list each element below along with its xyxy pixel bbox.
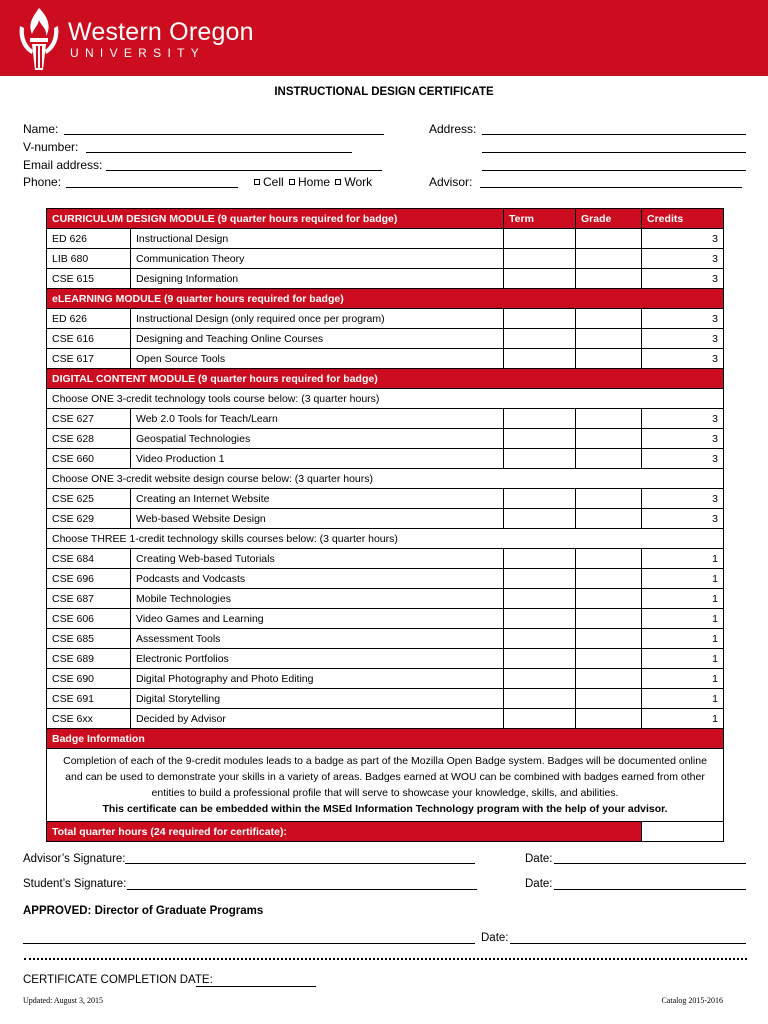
course-name: Designing and Teaching Online Courses xyxy=(131,329,504,349)
course-code: CSE 685 xyxy=(47,629,131,649)
vnumber-line[interactable] xyxy=(86,152,352,153)
term-cell[interactable] xyxy=(504,489,576,509)
university-name: Western Oregon xyxy=(68,18,254,46)
grade-cell[interactable] xyxy=(576,549,642,569)
course-name: Creating an Internet Website xyxy=(131,489,504,509)
updated-date: Updated: August 3, 2015 xyxy=(23,996,103,1005)
advisor-signature-label: Advisor’s Signature: xyxy=(23,853,126,865)
digital-module-header xyxy=(47,369,724,389)
course-code: LIB 680 xyxy=(47,249,131,269)
home-checkbox[interactable] xyxy=(289,179,295,185)
vnumber-label: V-number: xyxy=(23,140,79,154)
grade-cell[interactable] xyxy=(576,709,642,729)
name-line[interactable] xyxy=(64,134,384,135)
catalog-year: Catalog 2015-2016 xyxy=(661,996,723,1005)
name-label: Name: xyxy=(23,122,59,136)
credits-cell: 1 xyxy=(642,629,724,649)
course-name: Video Games and Learning xyxy=(131,609,504,629)
course-code: CSE 689 xyxy=(47,649,131,669)
address-line-2[interactable] xyxy=(482,152,746,153)
document-title: INSTRUCTIONAL DESIGN CERTIFICATE xyxy=(274,86,494,98)
course-code: CSE 690 xyxy=(47,669,131,689)
table-row xyxy=(47,409,724,429)
group-note: Choose ONE 3-credit technology tools course below: (3 quarter hours) xyxy=(47,389,724,409)
group-note: Choose THREE 1-credit technology skills courses below: (3 quarter hours) xyxy=(47,529,724,549)
credits-cell: 1 xyxy=(642,609,724,629)
torch-logo-icon xyxy=(14,6,64,74)
table-row xyxy=(47,349,724,369)
term-cell[interactable] xyxy=(504,449,576,469)
term-cell[interactable] xyxy=(504,309,576,329)
term-cell[interactable] xyxy=(504,269,576,289)
term-cell[interactable] xyxy=(504,549,576,569)
badge-info-text: Completion of each of the 9-credit modules leads to a badge as part of the Mozilla Open Badge system. Badges will be documented online and can be used to demonstrate your skills in a variety of areas. Badges earned at WOU can be combined with badges earned from other entities to build a professional profile that will serve to showcase your knowledge, skills, and abilities. xyxy=(63,755,707,799)
term-cell[interactable] xyxy=(504,689,576,709)
student-signature-line[interactable] xyxy=(127,889,477,890)
course-name: Instructional Design xyxy=(131,229,504,249)
grade-cell[interactable] xyxy=(576,669,642,689)
credits-cell: 1 xyxy=(642,589,724,609)
course-code: CSE 628 xyxy=(47,429,131,449)
course-name: Designing Information xyxy=(131,269,504,289)
completion-date-label: CERTIFICATE COMPLETION DATE: xyxy=(23,974,213,986)
director-date-label: Date: xyxy=(481,932,509,944)
term-cell[interactable] xyxy=(504,589,576,609)
work-checkbox[interactable] xyxy=(335,179,341,185)
course-name: Video Production 1 xyxy=(131,449,504,469)
module-title: eLEARNING MODULE (9 quarter hours required for badge) xyxy=(47,289,724,309)
credits-cell: 3 xyxy=(642,249,724,269)
badge-info-bold-text: This certificate can be embedded within the MSEd Information Technology program with the help of your advisor. xyxy=(102,803,668,815)
credits-cell: 1 xyxy=(642,649,724,669)
elearning-module-header xyxy=(47,289,724,309)
university-header xyxy=(0,0,768,76)
badge-info-cell xyxy=(47,749,724,822)
table-row xyxy=(47,629,724,649)
grade-column-header: Grade xyxy=(576,209,642,229)
email-line[interactable] xyxy=(106,170,382,171)
table-row xyxy=(47,669,724,689)
address-line-3[interactable] xyxy=(482,170,746,171)
student-date-line[interactable] xyxy=(554,889,746,890)
course-name: Podcasts and Vodcasts xyxy=(131,569,504,589)
term-column-header: Term xyxy=(504,209,576,229)
course-name: Assessment Tools xyxy=(131,629,504,649)
dotted-divider xyxy=(24,958,747,960)
grade-cell[interactable] xyxy=(576,489,642,509)
term-cell[interactable] xyxy=(504,669,576,689)
grade-cell[interactable] xyxy=(576,329,642,349)
credits-cell: 3 xyxy=(642,349,724,369)
grade-cell[interactable] xyxy=(576,609,642,629)
student-signature-label: Student’s Signature: xyxy=(23,878,127,890)
credits-cell: 3 xyxy=(642,269,724,289)
credits-cell: 3 xyxy=(642,229,724,249)
advisor-label: Advisor: xyxy=(429,175,473,189)
grade-cell[interactable] xyxy=(576,409,642,429)
course-code: CSE 625 xyxy=(47,489,131,509)
grade-cell[interactable] xyxy=(576,229,642,249)
table-row xyxy=(47,589,724,609)
term-cell[interactable] xyxy=(504,649,576,669)
grade-cell[interactable] xyxy=(576,449,642,469)
total-credits-cell[interactable] xyxy=(642,822,724,842)
table-row xyxy=(47,509,724,529)
table-row xyxy=(47,489,724,509)
course-code: CSE 684 xyxy=(47,549,131,569)
group-note-row xyxy=(47,389,724,409)
course-code: CSE 696 xyxy=(47,569,131,589)
credits-cell: 3 xyxy=(642,509,724,529)
table-row xyxy=(47,249,724,269)
group-note-row xyxy=(47,529,724,549)
credits-cell: 1 xyxy=(642,569,724,589)
group-note-row xyxy=(47,469,724,489)
course-code: CSE 687 xyxy=(47,589,131,609)
grade-cell[interactable] xyxy=(576,509,642,529)
course-name: Web 2.0 Tools for Teach/Learn xyxy=(131,409,504,429)
credits-cell: 1 xyxy=(642,549,724,569)
grade-cell[interactable] xyxy=(576,569,642,589)
course-name: Instructional Design (only required once per program) xyxy=(131,309,504,329)
grade-cell[interactable] xyxy=(576,689,642,709)
course-name: Communication Theory xyxy=(131,249,504,269)
phone-line[interactable] xyxy=(66,187,238,188)
course-code: CSE 615 xyxy=(47,269,131,289)
table-row xyxy=(47,229,724,249)
grade-cell[interactable] xyxy=(576,649,642,669)
course-name: Digital Storytelling xyxy=(131,689,504,709)
term-cell[interactable] xyxy=(504,429,576,449)
term-cell[interactable] xyxy=(504,509,576,529)
grade-cell[interactable] xyxy=(576,249,642,269)
course-code: CSE 660 xyxy=(47,449,131,469)
term-cell[interactable] xyxy=(504,409,576,429)
address-line-1[interactable] xyxy=(482,134,746,135)
table-row xyxy=(47,269,724,289)
email-label: Email address: xyxy=(23,158,103,172)
total-row xyxy=(47,822,724,842)
curriculum-module-header xyxy=(47,209,724,229)
table-row xyxy=(47,449,724,469)
term-cell[interactable] xyxy=(504,569,576,589)
table-row xyxy=(47,309,724,329)
university-subtitle: UNIVERSITY xyxy=(70,46,206,60)
table-row xyxy=(47,429,724,449)
module-title: DIGITAL CONTENT MODULE (9 quarter hours required for badge) xyxy=(47,369,724,389)
approved-label: APPROVED: Director of Graduate Programs xyxy=(23,905,264,917)
total-label: Total quarter hours (24 required for certificate): xyxy=(47,822,642,842)
course-code: CSE 617 xyxy=(47,349,131,369)
term-cell[interactable] xyxy=(504,609,576,629)
credits-column-header: Credits xyxy=(642,209,724,229)
term-cell[interactable] xyxy=(504,229,576,249)
term-cell[interactable] xyxy=(504,629,576,649)
cell-checkbox[interactable] xyxy=(254,179,260,185)
grade-cell[interactable] xyxy=(576,349,642,369)
badge-info-title: Badge Information xyxy=(47,729,724,749)
credits-cell: 3 xyxy=(642,429,724,449)
group-note: Choose ONE 3-credit website design course below: (3 quarter hours) xyxy=(47,469,724,489)
advisor-signature-line[interactable] xyxy=(125,863,475,864)
grade-cell[interactable] xyxy=(576,269,642,289)
course-name: Digital Photography and Photo Editing xyxy=(131,669,504,689)
course-table xyxy=(46,208,724,842)
credits-cell: 3 xyxy=(642,449,724,469)
phone-label: Phone: xyxy=(23,175,62,189)
course-name: Open Source Tools xyxy=(131,349,504,369)
work-option-label: Work xyxy=(344,175,373,189)
credits-cell: 1 xyxy=(642,709,724,729)
grade-cell[interactable] xyxy=(576,629,642,649)
credits-cell: 3 xyxy=(642,329,724,349)
table-row xyxy=(47,549,724,569)
advisor-line[interactable] xyxy=(480,187,742,188)
course-code: CSE 6xx xyxy=(47,709,131,729)
credits-cell: 3 xyxy=(642,309,724,329)
table-row xyxy=(47,709,724,729)
term-cell[interactable] xyxy=(504,349,576,369)
table-row xyxy=(47,649,724,669)
credits-cell: 3 xyxy=(642,409,724,429)
table-row xyxy=(47,609,724,629)
credits-cell: 3 xyxy=(642,489,724,509)
course-name: Mobile Technologies xyxy=(131,589,504,609)
student-date-label: Date: xyxy=(525,878,553,890)
grade-cell[interactable] xyxy=(576,429,642,449)
grade-cell[interactable] xyxy=(576,309,642,329)
module-title: CURRICULUM DESIGN MODULE (9 quarter hours required for badge) xyxy=(47,209,504,229)
grade-cell[interactable] xyxy=(576,589,642,609)
course-name: Decided by Advisor xyxy=(131,709,504,729)
course-code: CSE 606 xyxy=(47,609,131,629)
credits-cell: 1 xyxy=(642,669,724,689)
course-name: Geospatial Technologies xyxy=(131,429,504,449)
course-code: CSE 616 xyxy=(47,329,131,349)
table-row xyxy=(47,689,724,709)
course-code: ED 626 xyxy=(47,309,131,329)
credits-cell: 1 xyxy=(642,689,724,709)
table-row xyxy=(47,329,724,349)
director-signature-line[interactable] xyxy=(23,943,475,944)
advisor-date-label: Date: xyxy=(525,853,553,865)
term-cell[interactable] xyxy=(504,249,576,269)
director-date-line[interactable] xyxy=(510,943,746,944)
completion-date-line[interactable] xyxy=(196,986,316,987)
home-option-label: Home xyxy=(298,175,331,189)
course-code: CSE 627 xyxy=(47,409,131,429)
course-code: ED 626 xyxy=(47,229,131,249)
course-name: Electronic Portfolios xyxy=(131,649,504,669)
address-label: Address: xyxy=(429,122,477,136)
advisor-date-line[interactable] xyxy=(554,863,746,864)
badge-info-row xyxy=(47,749,724,822)
table-row xyxy=(47,569,724,589)
term-cell[interactable] xyxy=(504,709,576,729)
badge-info-header xyxy=(47,729,724,749)
course-code: CSE 629 xyxy=(47,509,131,529)
course-code: CSE 691 xyxy=(47,689,131,709)
cell-option-label: Cell xyxy=(263,175,284,189)
course-name: Web-based Website Design xyxy=(131,509,504,529)
phone-type-options xyxy=(252,175,372,189)
term-cell[interactable] xyxy=(504,329,576,349)
course-name: Creating Web-based Tutorials xyxy=(131,549,504,569)
